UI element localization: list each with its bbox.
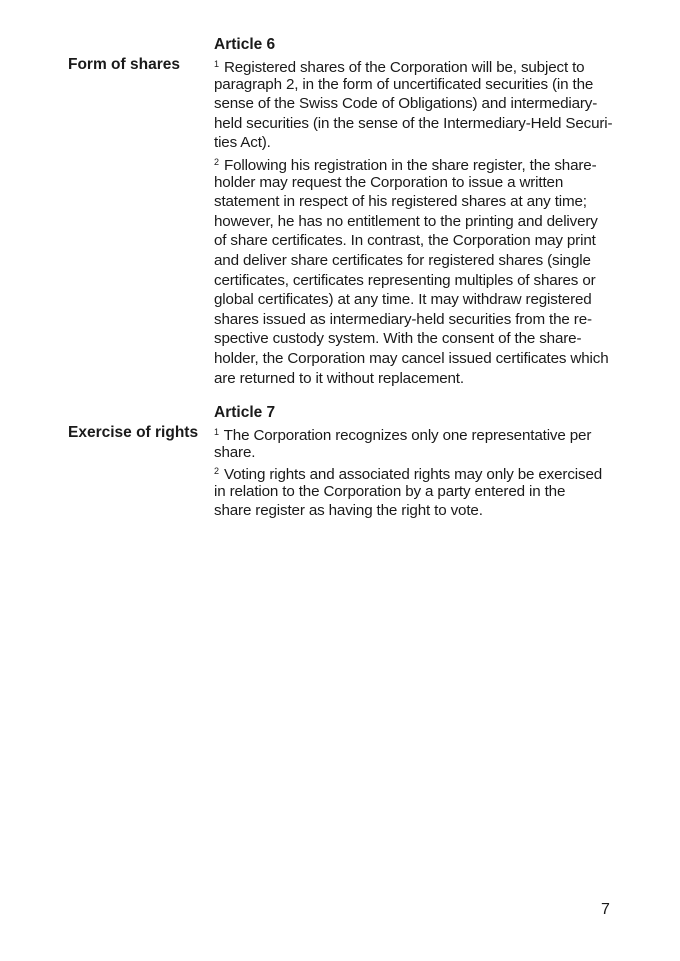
text-line: holder, the Corporation may cancel issued certificates which [214,350,609,367]
article-heading: Article 7 [214,404,276,421]
text-line: certificates, certificates representing multiples of shares or [214,271,596,289]
article-heading: Article 6 [214,36,276,53]
text-line: sense of the Swiss Code of Obligations) and intermediary- [214,95,598,113]
text-line: spective custody system. With the consent of the share- [214,330,582,348]
text-line: and deliver share certificates for registered shares (single [214,252,591,269]
text-line: of share certificates. In contrast, the Corporation may print [214,232,596,250]
text-line: $^2$ Following his registration in the share register, the share- [214,157,597,174]
text-line: in relation to the Corporation by a party entered in the [214,482,566,500]
paragraph-marker: 1 [214,427,219,437]
text-line: shares issued as intermediary-held securities from the re- [214,310,592,328]
text-line: share. [214,443,256,461]
margin-title-form-of-shares: Form of shares [68,56,180,73]
text-line: however, he has no entitlement to the printing and delivery [214,212,598,230]
text-line: are returned to it without replacement. [214,369,464,387]
text-line: holder may request the Corporation to issue a written [214,173,564,191]
text-line: $^2$ Voting rights and associated rights may only be exercised [214,466,603,484]
paragraph-marker: 2 [214,466,219,477]
paragraph-marker: 2 [214,157,219,167]
text-line: share register as having the right to vote. [214,502,483,520]
text-line: $^1$ Registered shares of the Corporation will be, subject to [214,59,585,76]
text-line: $^1$ The Corporation recognizes only one representative per [214,427,592,444]
text-line: held securities (in the sense of the Intermediary-Held Securi- [214,114,613,132]
text-line: global certificates) at any time. It may withdraw registered [214,291,592,309]
text-line: ties Act). [214,134,271,152]
text-line: paragraph 2, in the form of uncertificated securities (in the [214,75,594,93]
paragraph-marker: 1 [214,59,219,69]
margin-title-exercise-of-rights: Exercise of rights [68,424,199,441]
text-line: statement in respect of his registered shares at any time; [214,193,587,211]
page-number: 7 [601,901,610,918]
